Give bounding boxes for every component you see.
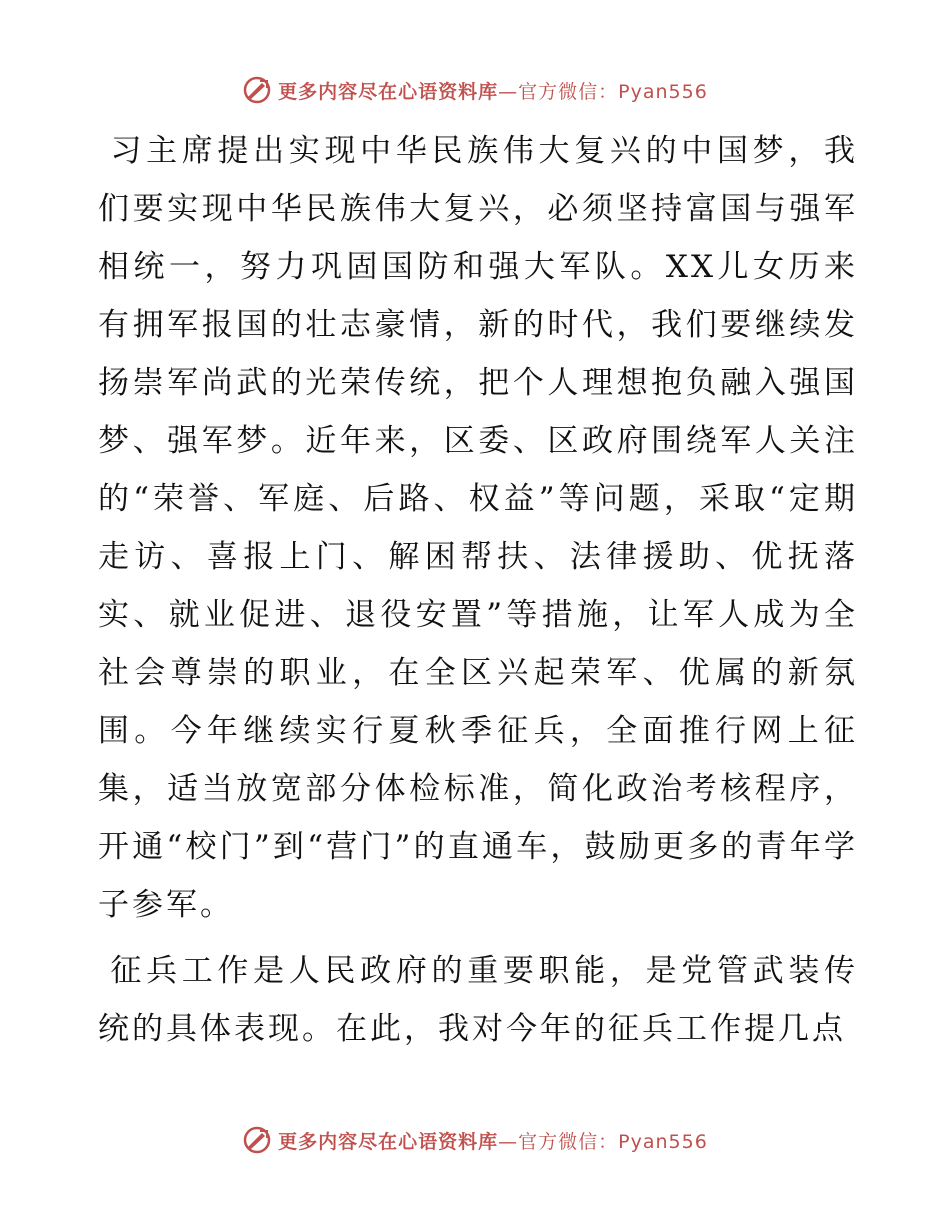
header-wechat-text: —官方微信：Pyan556 (498, 80, 708, 103)
header-brand-text: 更多内容尽在心语资料库 (278, 80, 499, 103)
quill-circle-logo-icon (242, 1125, 272, 1155)
quill-circle-logo-icon (242, 75, 272, 105)
footer-wechat-text: —官方微信：Pyan556 (498, 1130, 708, 1153)
document-body (98, 122, 858, 1058)
page-footer-watermark (0, 1120, 950, 1160)
paragraph-2: 征兵工作是人民政府的重要职能，是党管武装传统的具体表现。在此，我对今年的征兵工作提几点 (98, 953, 858, 1047)
page-header-watermark (0, 70, 950, 110)
footer-brand-text: 更多内容尽在心语资料库 (278, 1130, 499, 1153)
paragraph-1: 习主席提出实现中华民族伟大复兴的中国梦，我们要实现中华民族伟大复兴，必须坚持富国与强军相统一，努力巩固国防和强大军队。XX儿女历来有拥军报国的壮志豪情，新的时代，我们要继续发扬崇军尚武的光荣传统，把个人理想抱负融入强国梦、强军梦。近年来，区委、区政府围绕军人关注的“荣誉、军庭、后路、权益”等问题，采取“定期走访、喜报上门、解困帮扶、法律援助、优抚落实、就业促进、退役安置”等措施，让军人成为全社会尊崇的职业，在全区兴起荣军、优属的新氛围。今年继续实行夏秋季征兵，全面推行网上征集，适当放宽部分体检标准，简化政治考核程序，开通“校门”到“营门”的直通车，鼓励更多的青年学子参军。 (98, 133, 858, 923)
